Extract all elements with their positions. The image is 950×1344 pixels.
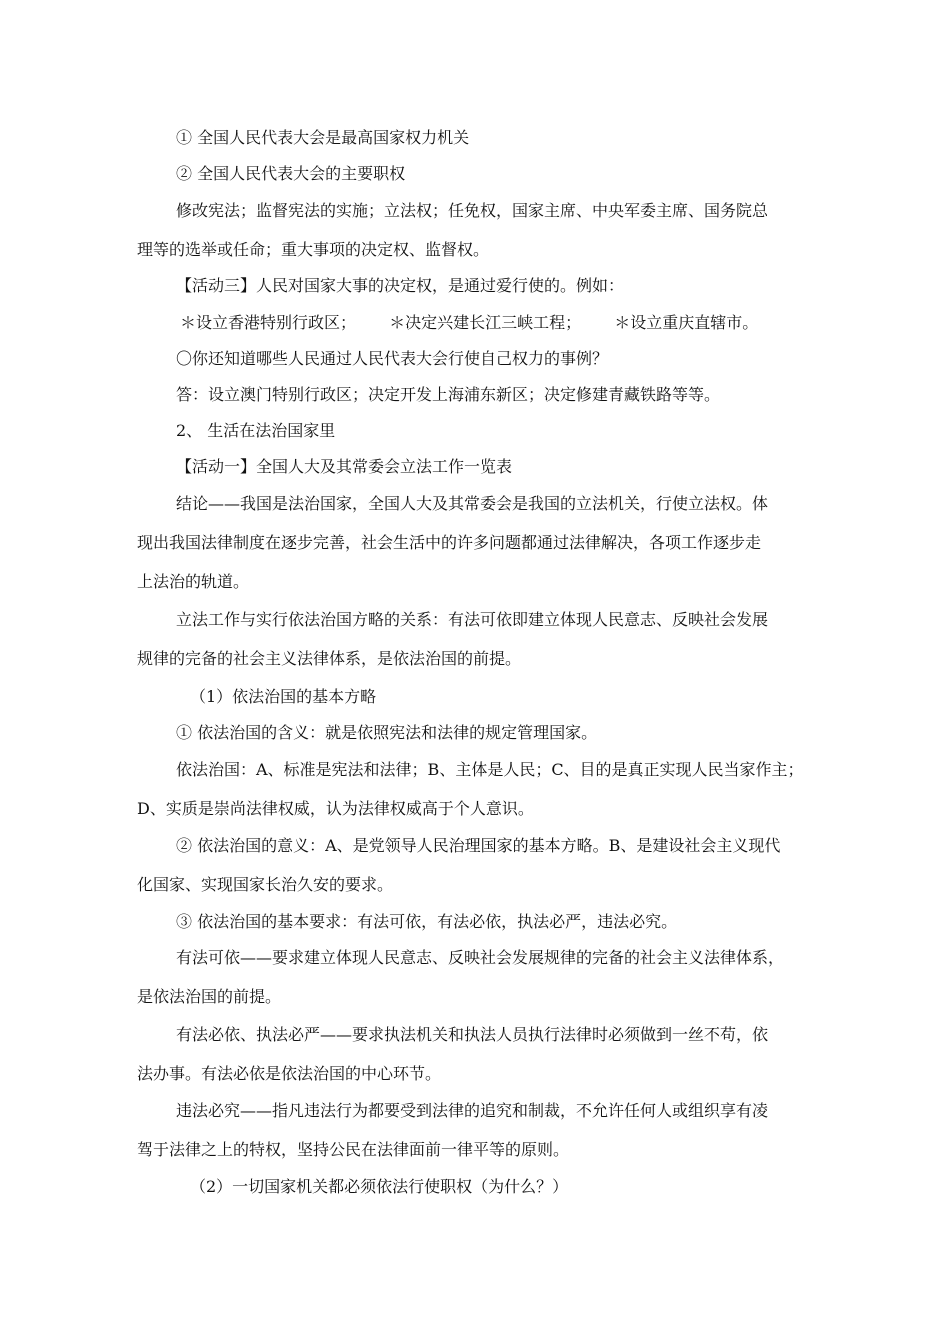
npc-powers-line-1: 修改宪法；监督宪法的实施；立法权；任免权，国家主席、中央军委主席、国务院总 (176, 201, 769, 220)
rule-of-law-elements-2: D、实质是崇尚法律权威，认为法律权威高于个人意识。 (137, 799, 534, 818)
rule-of-law-significance-1: ② 依法治国的意义：A、是党领导人民治理国家的基本方略。B、是建设社会主义现代 (176, 836, 781, 855)
conclusion-line-2: 现出我国法律制度在逐步完善，社会生活中的许多问题都通过法律解决，各项工作逐步走 (137, 533, 762, 552)
relation-line-1: 立法工作与实行依法治国方略的关系：有法可依即建立体现人民意志、反映社会发展 (176, 610, 769, 629)
rule-of-law-requirements: ③ 依法治国的基本要求：有法可依，有法必依，执法必严，违法必究。 (176, 912, 678, 931)
rule-of-law-elements-1: 依法治国：A、标准是宪法和法律；B、主体是人民；C、目的是真正实现人民当家作主； (176, 760, 804, 779)
subsection-2-heading: （2）一切国家机关都必须依法行使职权（为什么？） (190, 1177, 569, 1196)
npc-powers-line-2: 理等的选举或任命；重大事项的决定权、监督权。 (137, 240, 490, 259)
conclusion-line-1: 结论——我国是法治国家，全国人大及其常委会是我国的立法机关，行使立法权。体 (176, 494, 769, 513)
laws-to-follow-line-2: 是依法治国的前提。 (137, 987, 282, 1006)
point-npc-highest-organ: ① 全国人民代表大会是最高国家权力机关 (176, 128, 470, 147)
example-chongqing: ＊设立重庆直辖市。 (614, 313, 759, 332)
relation-line-2: 规律的完备的社会主义法律体系，是依法治国的前提。 (137, 649, 522, 668)
conclusion-line-3: 上法治的轨道。 (137, 572, 250, 591)
examples-row (180, 313, 786, 333)
activity-one-heading: 【活动一】全国人大及其常委会立法工作一览表 (176, 457, 513, 476)
rule-of-law-meaning: ① 依法治国的含义：就是依照宪法和法律的规定管理国家。 (176, 723, 598, 742)
subsection-1-heading: （1）依法治国的基本方略 (190, 687, 377, 706)
violations-line-2: 驾于法律之上的特权，坚持公民在法律面前一律平等的原则。 (137, 1140, 570, 1159)
violations-line-1: 违法必究——指凡违法行为都要受到法律的追究和制裁，不允许任何人或组织享有凌 (176, 1101, 769, 1120)
example-three-gorges: ＊决定兴建长江三峡工程； (389, 313, 582, 332)
activity-three-heading: 【活动三】人民对国家大事的决定权，是通过爱行使的。例如： (176, 276, 625, 295)
section-2-heading: 2、 生活在法治国家里 (176, 421, 336, 440)
point-npc-main-powers: ② 全国人民代表大会的主要职权 (176, 164, 406, 183)
law-enforcement-line-1: 有法必依、执法必严——要求执法机关和执法人员执行法律时必须做到一丝不苟，依 (176, 1025, 769, 1044)
laws-to-follow-line-1: 有法可依——要求建立体现人民意志、反映社会发展规律的完备的社会主义法律体系， (176, 948, 785, 967)
example-hong-kong: ＊设立香港特别行政区； (180, 313, 357, 332)
answer-line: 答：设立澳门特别行政区；决定开发上海浦东新区；决定修建青藏铁路等等。 (176, 385, 721, 404)
rule-of-law-significance-2: 化国家、实现国家长治久安的要求。 (137, 875, 394, 894)
question-line: 〇你还知道哪些人民通过人民代表大会行使自己权力的事例？ (176, 349, 609, 368)
law-enforcement-line-2: 法办事。有法必依是依法治国的中心环节。 (137, 1064, 442, 1083)
